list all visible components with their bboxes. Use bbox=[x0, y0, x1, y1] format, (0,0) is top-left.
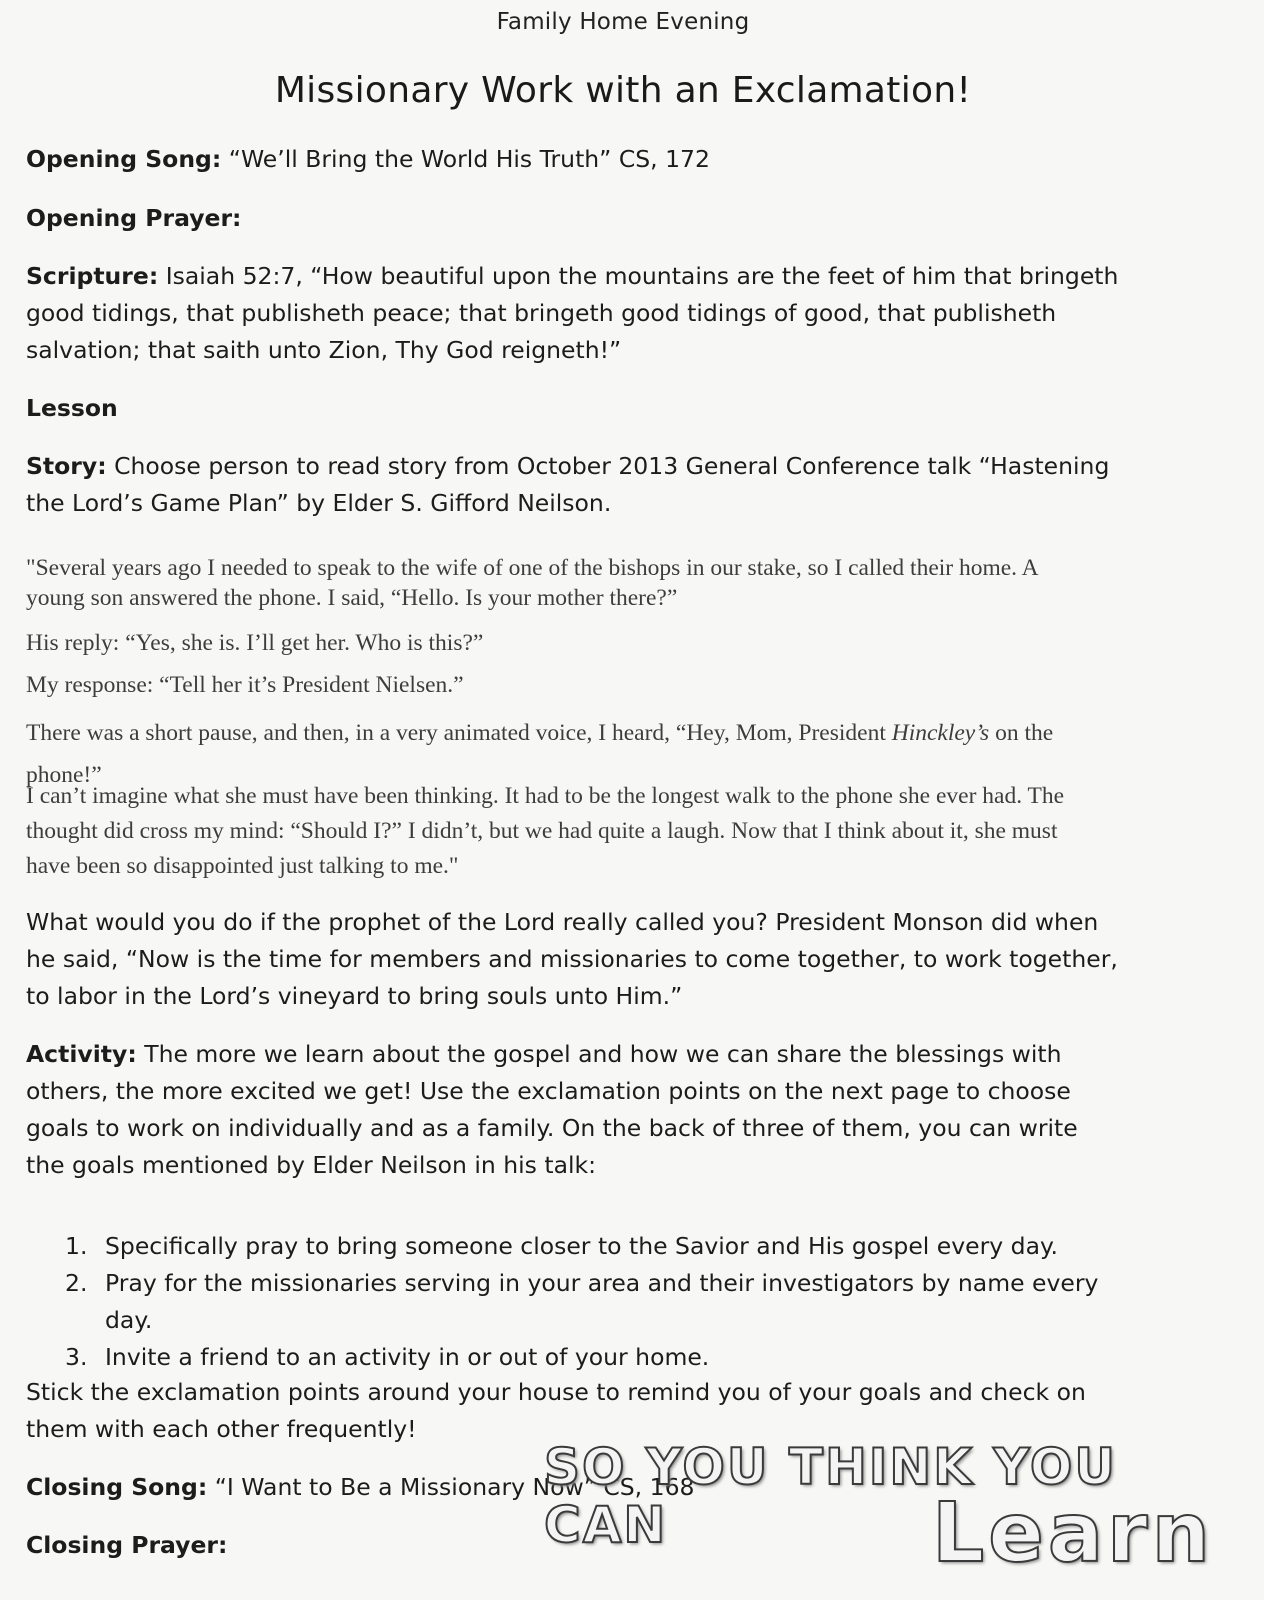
quote-paragraph-1 bbox=[26, 553, 1226, 613]
story-line: Choose person to read story from October 2013 General Conference talk “Hastening bbox=[114, 452, 1110, 480]
list-item-text: day. bbox=[105, 1306, 153, 1334]
scripture-line: Isaiah 52:7, “How beautiful upon the mountains are the feet of him that bringeth bbox=[165, 262, 1119, 290]
opening-song-label: Opening Song: bbox=[26, 145, 222, 173]
logo-line-1: SO YOU THINK YOU CAN bbox=[544, 1438, 1117, 1554]
quote-italic-name: Hinckley’s bbox=[891, 720, 990, 746]
opening-song-text: “We’ll Bring the World His Truth” CS, 172 bbox=[228, 145, 710, 173]
quote-text: phone!” bbox=[26, 762, 102, 788]
list-item-text: Specifically pray to bring someone closer to the Savior and His gospel every day. bbox=[105, 1232, 1059, 1260]
question-line: to labor in the Lord’s vineyard to bring souls unto Him.” bbox=[26, 982, 683, 1010]
question-line: he said, “Now is the time for members and missionaries to come together, to work together, bbox=[26, 945, 1118, 973]
list-item bbox=[26, 1265, 1226, 1339]
story-line: the Lord’s Game Plan” by Elder S. Gifford Neilson. bbox=[26, 489, 612, 517]
scripture-line: salvation; that saith unto Zion, Thy God reigneth!” bbox=[26, 336, 622, 364]
quote-line: I can’t imagine what she must have been thinking. It had to be the longest walk to the phone she ever had. The bbox=[26, 783, 1065, 809]
quote-paragraph-2: His reply: “Yes, she is. I’ll get her. Who is this?” bbox=[26, 630, 484, 656]
quote-line: have been so disappointed just talking to me." bbox=[26, 853, 459, 879]
story-label: Story: bbox=[26, 452, 107, 480]
scripture-line: good tidings, that publisheth peace; that bringeth good tidings of good, that publisheth bbox=[26, 299, 1057, 327]
lesson-heading bbox=[26, 390, 1226, 427]
lesson-label: Lesson bbox=[26, 394, 118, 422]
list-item bbox=[26, 1228, 1226, 1265]
quote-text: on the bbox=[989, 720, 1054, 746]
question-paragraph bbox=[26, 904, 1226, 1015]
activity-line: others, the more excited we get! Use the exclamation points on the next page to choose bbox=[26, 1077, 1071, 1105]
quote-line: thought did cross my mind: “Should I?” I didn’t, but we had quite a laugh. Now that I think about it, she must bbox=[26, 818, 1058, 844]
scripture-label: Scripture: bbox=[26, 262, 159, 290]
opening-song bbox=[26, 141, 1226, 178]
story-paragraph bbox=[26, 448, 1226, 522]
quote-line: young son answered the phone. I said, “Hello. Is your mother there?” bbox=[26, 585, 678, 611]
logo-line-2: Learn bbox=[931, 1486, 1214, 1581]
quote-text: There was a short pause, and then, in a very animated voice, I heard, “Hey, Mom, President bbox=[26, 720, 892, 746]
list-item-number: 3. bbox=[65, 1343, 88, 1371]
closing-song-text: “I Want to Be a Missionary Now” CS, 168 bbox=[214, 1473, 695, 1501]
question-line: What would you do if the prophet of the Lord really called you? President Monson did when bbox=[26, 908, 1099, 936]
closing-prayer-label: Closing Prayer: bbox=[26, 1531, 228, 1559]
list-item-text: Pray for the missionaries serving in your area and their investigators by name every bbox=[105, 1269, 1099, 1297]
activity-line: goals to work on individually and as a family. On the back of three of them, you can write bbox=[26, 1114, 1078, 1142]
list-item-number: 2. bbox=[65, 1269, 88, 1297]
activity-line: the goals mentioned by Elder Neilson in his talk: bbox=[26, 1151, 597, 1179]
page-header: Family Home Evening bbox=[496, 9, 750, 35]
opening-prayer-label: Opening Prayer: bbox=[26, 204, 242, 232]
page-title: Missionary Work with an Exclamation! bbox=[274, 70, 972, 111]
list-item-number: 1. bbox=[65, 1232, 88, 1260]
quote-paragraph-3: My response: “Tell her it’s President Nielsen.” bbox=[26, 672, 464, 698]
quote-line: "Several years ago I needed to speak to the wife of one of the bishops in our stake, so I called their home. A bbox=[26, 555, 1039, 581]
reminder-line: them with each other frequently! bbox=[26, 1415, 417, 1443]
list-item-text: Invite a friend to an activity in or out of your home. bbox=[105, 1343, 710, 1371]
reminder-paragraph bbox=[26, 1374, 1226, 1448]
quote-paragraph-5 bbox=[26, 779, 1226, 884]
activity-label: Activity: bbox=[26, 1040, 137, 1068]
goals-list bbox=[26, 1228, 1226, 1376]
activity-paragraph bbox=[26, 1036, 1226, 1184]
watermark-logo bbox=[544, 1438, 1224, 1588]
scripture-paragraph bbox=[26, 258, 1226, 369]
list-item bbox=[26, 1339, 1226, 1376]
reminder-line: Stick the exclamation points around your house to remind you of your goals and check on bbox=[26, 1378, 1086, 1406]
closing-song-label: Closing Song: bbox=[26, 1473, 208, 1501]
activity-line: The more we learn about the gospel and how we can share the blessings with bbox=[144, 1040, 1062, 1068]
opening-prayer bbox=[26, 200, 1226, 237]
